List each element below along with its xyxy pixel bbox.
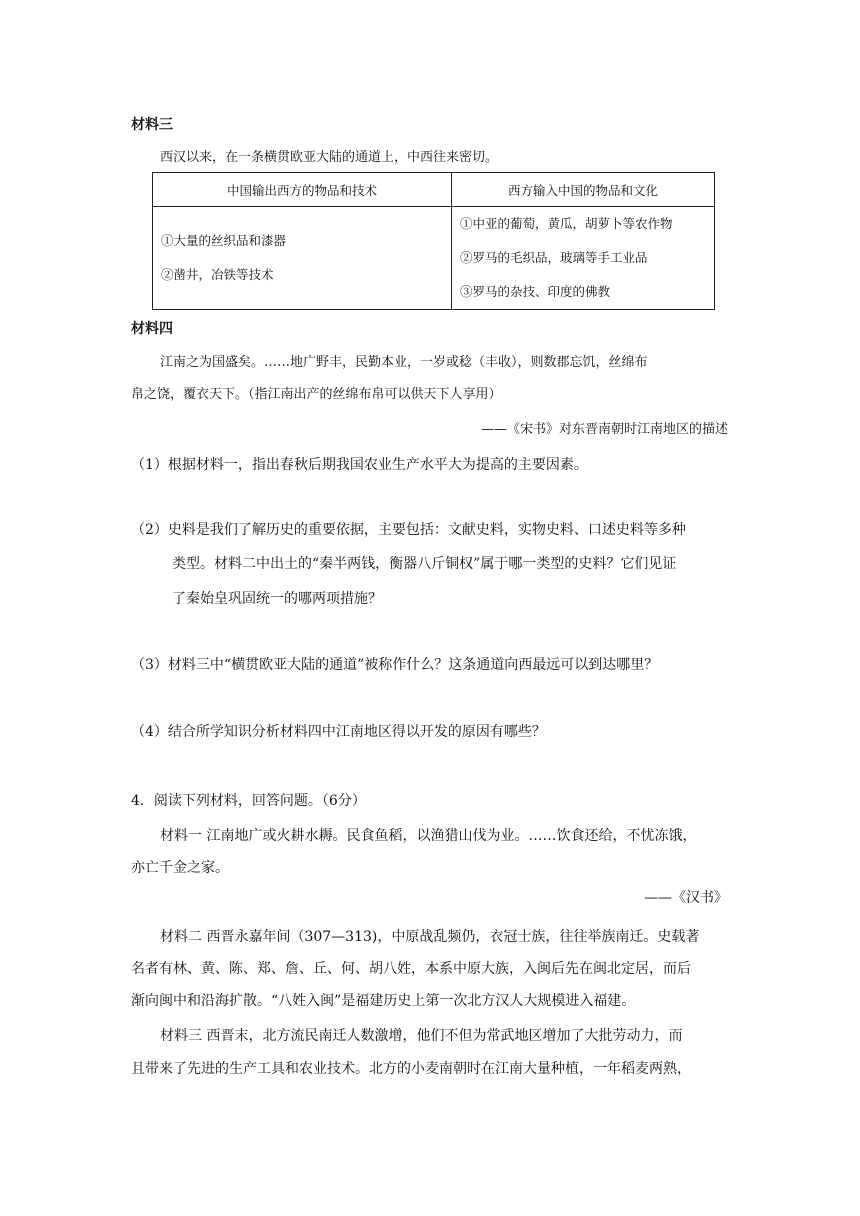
import-item: ②罗马的毛织品，玻璃等手工业品 — [460, 250, 648, 265]
problem4-material1-source: ——《汉书》 — [644, 890, 728, 906]
import-items-cell — [452, 207, 715, 310]
problem4-material2-line2: 名者有林、黄、陈、郑、詹、丘、何、胡八姓，本系中原大族，入闽后先在闽北定居，而后 — [131, 961, 691, 977]
export-item: ②凿井，冶铁等技术 — [161, 267, 274, 282]
problem4-material3-line1: 材料三 西晋末，北方流民南迁人数激增，他们不但为常武地区增加了大批劳动力，而 — [160, 1028, 683, 1044]
table-header-export: 中国输出西方的物品和技术 — [153, 173, 452, 207]
problem4-material1-line2: 亦亡千金之家。 — [131, 860, 229, 876]
table-header-import: 西方输入中国的物品和文化 — [452, 173, 715, 207]
material4-text-line2: 帛之饶，覆衣天下。（指江南出产的丝绵布帛可以供天下人享用） — [131, 387, 502, 402]
question-2-line1: （2）史料是我们了解历史的重要依据，主要包括：文献史料，实物史料、口述史料等多种 — [131, 522, 686, 538]
export-item: ①大量的丝织品和漆器 — [161, 233, 287, 248]
question-2-line3: 了秦始皇巩固统一的哪两项措施？ — [172, 591, 382, 607]
material3-heading: 材料三 — [131, 117, 173, 133]
problem4-title: 4．阅读下列材料，回答问题。（6分） — [131, 793, 366, 809]
question-1: （1）根据材料一，指出春秋后期我国农业生产水平大为提高的主要因素。 — [131, 457, 588, 473]
problem4-material2-line1: 材料二 西晋永嘉年间（307—313)，中原战乱频仍，衣冠士族，往往举族南迁。史载著 — [160, 929, 700, 945]
question-4: （4）结合所学知识分析材料四中江南地区得以开发的原因有哪些？ — [131, 724, 546, 740]
material4-source: ——《宋书》对东晋南朝时江南地区的描述 — [480, 422, 728, 437]
material4-heading: 材料四 — [131, 321, 173, 337]
material4-text-line1: 江南之为国盛矣。……地广野丰，民勤本业，一岁或稔（丰收），则数郡忘饥，丝绵布 — [160, 355, 648, 370]
problem4-material2-line3: 渐向闽中和沿海扩散。“八姓入闽”是福建历史上第一次北方汉人大规模进入福建。 — [131, 993, 636, 1009]
problem4-material3-line2: 且带来了先进的生产工具和农业技术。北方的小麦南朝时在江南大量种植，一年稻麦两熟， — [131, 1061, 691, 1077]
goods-exchange-table — [152, 172, 715, 310]
question-3: （3）材料三中“横贯欧亚大陆的通道”被称作什么？这条通道向西最远可以到达哪里？ — [131, 657, 659, 673]
problem4-material1-line1: 材料一 江南地广或火耕水耨。民食鱼稻，以渔猎山伐为业。……饮食还给，不忧冻饿， — [160, 828, 697, 844]
export-items-cell — [153, 207, 452, 310]
material3-intro: 西汉以来，在一条横贯欧亚大陆的通道上，中西往来密切。 — [160, 150, 499, 165]
import-item: ③罗马的杂技、印度的佛教 — [460, 284, 611, 299]
question-2-line2: 类型。材料二中出土的“秦半两钱，衡器八斤铜权”属于哪一类型的史料？它们见证 — [172, 556, 677, 572]
import-item: ①中亚的葡萄，黄瓜，胡萝卜等农作物 — [460, 216, 673, 231]
